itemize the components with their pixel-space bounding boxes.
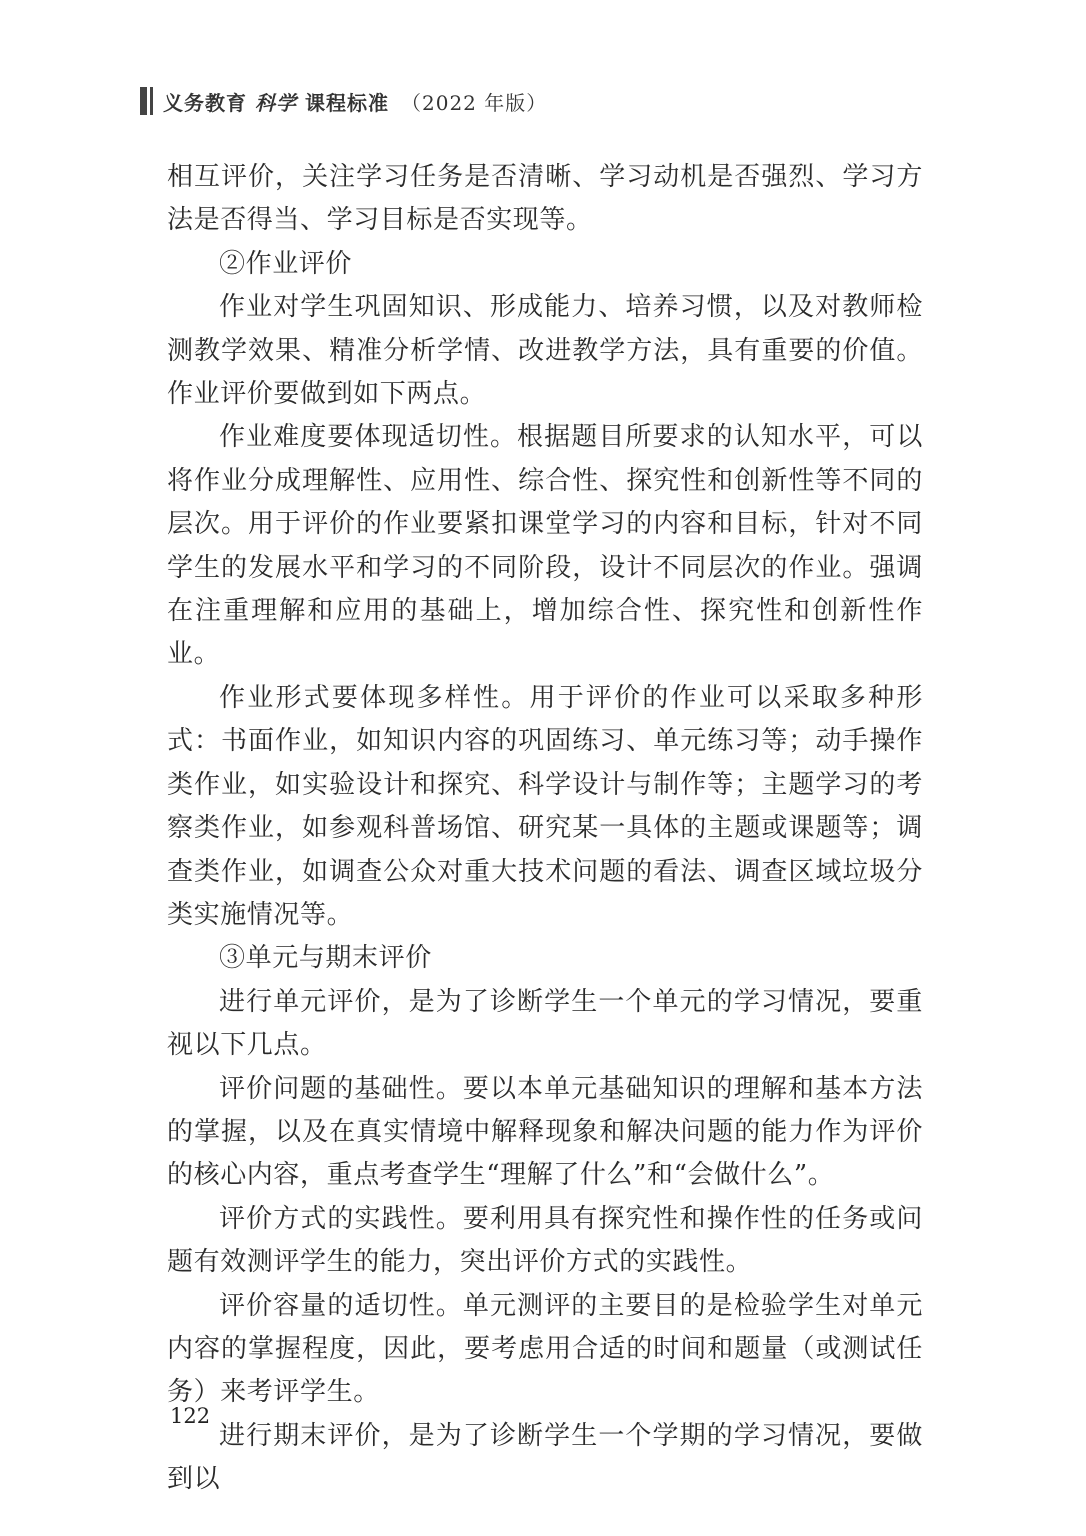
header-series: 义务教育 (163, 90, 247, 115)
paragraph: 评价容量的适切性。单元测评的主要目的是检验学生对单元内容的掌握程度，因此，要考虑用合适的时间和题量（或测试任务）来考评学生。 (167, 1290, 923, 1408)
section-heading-unit-final-evaluation: ③单元与期末评价 (219, 943, 432, 974)
header-marker-thin (150, 87, 153, 115)
paragraph: 进行期末评价，是为了诊断学生一个学期的学习情况，要做到以 (167, 1420, 923, 1495)
header-subject: 科学 (255, 90, 297, 115)
section-heading-homework-evaluation: ②作业评价 (219, 248, 353, 279)
header-title: 课程标准 (305, 90, 389, 115)
paragraph: 作业形式要体现多样性。用于评价的作业可以采取多种形式：书面作业，如知识内容的巩固练习、单元练习等；动手操作类作业，如实验设计和探究、科学设计与制作等；主题学习的考察类作业，如参观科普场馆、研究某一具体的主题或课题等；调查类作业，如调查公众对重大技术问题的看法、调查区域垃圾分类实施情况等。 (167, 682, 923, 930)
paragraph: 进行单元评价，是为了诊断学生一个单元的学习情况，要重视以下几点。 (167, 986, 923, 1061)
header-edition: （2022 年版） (401, 90, 548, 115)
page-number: 122 (170, 1404, 211, 1428)
paragraph: 评价方式的实践性。要利用具有探究性和操作性的任务或问题有效测评学生的能力，突出评价方式的实践性。 (167, 1203, 923, 1278)
paragraph: 相互评价，关注学习任务是否清晰、学习动机是否强烈、学习方法是否得当、学习目标是否实现等。 (167, 162, 923, 236)
paragraph: 作业对学生巩固知识、形成能力、培养习惯，以及对教师检测教学效果、精准分析学情、改进教学方法，具有重要的价值。作业评价要做到如下两点。 (167, 292, 923, 410)
header-marker-thick (140, 87, 147, 115)
paragraph: 评价问题的基础性。要以本单元基础知识的理解和基本方法的掌握，以及在真实情境中解释现象和解决问题的能力作为评价的核心内容，重点考查学生“理解了什么”和“会做什么”。 (167, 1073, 923, 1191)
body-text (167, 156, 923, 1502)
paragraph: 作业难度要体现适切性。根据题目所要求的认知水平，可以将作业分成理解性、应用性、综合性、探究性和创新性等不同的层次。用于评价的作业要紧扣课堂学习的内容和目标，针对不同学生的发展水平和学习的不同阶段，设计不同层次的作业。强调在注重理解和应用的基础上，增加综合性、探究性和创新性作业。 (167, 422, 923, 670)
running-header (140, 86, 547, 116)
